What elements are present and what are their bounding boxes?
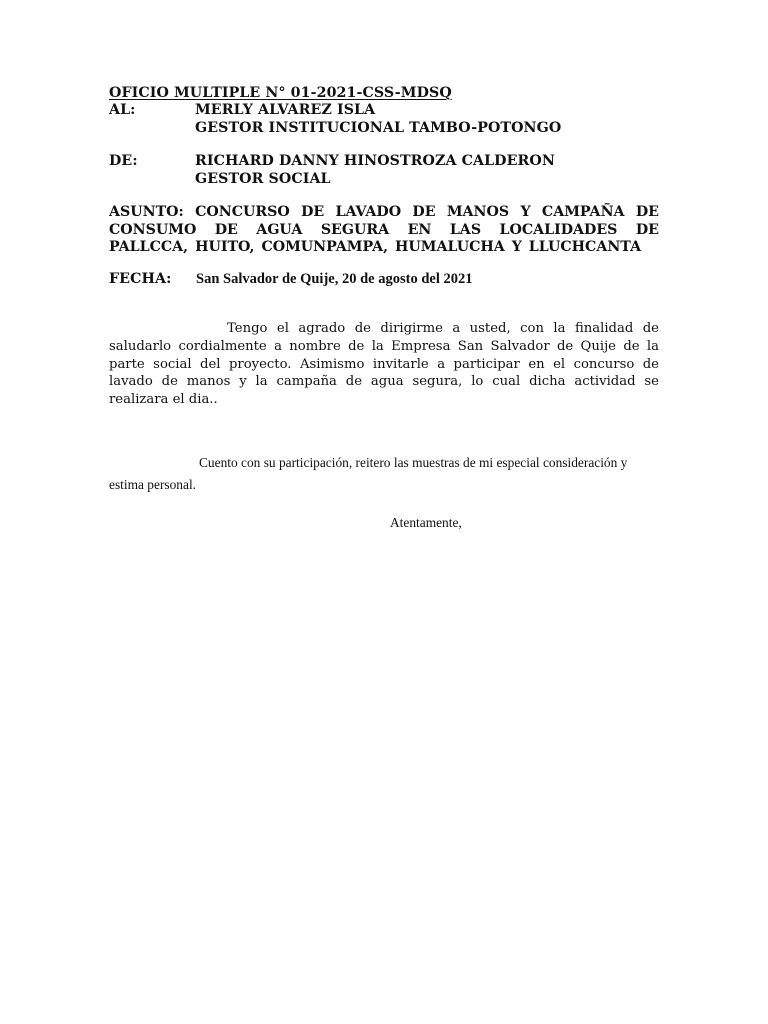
date-label: FECHA: <box>109 271 172 287</box>
subject-block: ASUNTO: CONCURSO DE LAVADO DE MANOS Y CAMPAÑA DE CONSUMO DE AGUA SEGURA EN LAS LOCALIDADES DE PALLCCA, HUITO, COMUNPAMPA, HUMALUCHA Y LLUCHCANTA <box>109 204 659 255</box>
sender-name: RICHARD DANNY HINOSTROZA CALDERON <box>195 153 555 169</box>
signoff: Atentamente, <box>390 515 462 530</box>
sender-role: GESTOR SOCIAL <box>195 171 331 187</box>
from-label: DE: <box>109 153 138 169</box>
recipient-name: MERLY ALVAREZ ISLA <box>195 102 376 118</box>
recipient-role: GESTOR INSTITUCIONAL TAMBO-POTONGO <box>195 120 562 136</box>
date-value: San Salvador de Quije, 20 de agosto del 2021 <box>196 271 473 287</box>
closing-paragraph: Cuento con su participación, reitero las muestras de mi especial consideración y estima personal. <box>109 455 628 492</box>
body-paragraph: Tengo el agrado de dirigirme a usted, con la finalidad de saludarlo cordialmente a nombre de la Empresa San Salvador de Quije de la parte social del proyecto. Asimismo invitarle a participar en el concurso de lavado de manos y la campaña de agua segura, lo cual dicha actividad se realizara el dia.. <box>109 321 659 408</box>
to-label: AL: <box>109 102 136 118</box>
document-title: OFICIO MULTIPLE N° 01-2021-CSS-MDSQ <box>109 85 452 101</box>
